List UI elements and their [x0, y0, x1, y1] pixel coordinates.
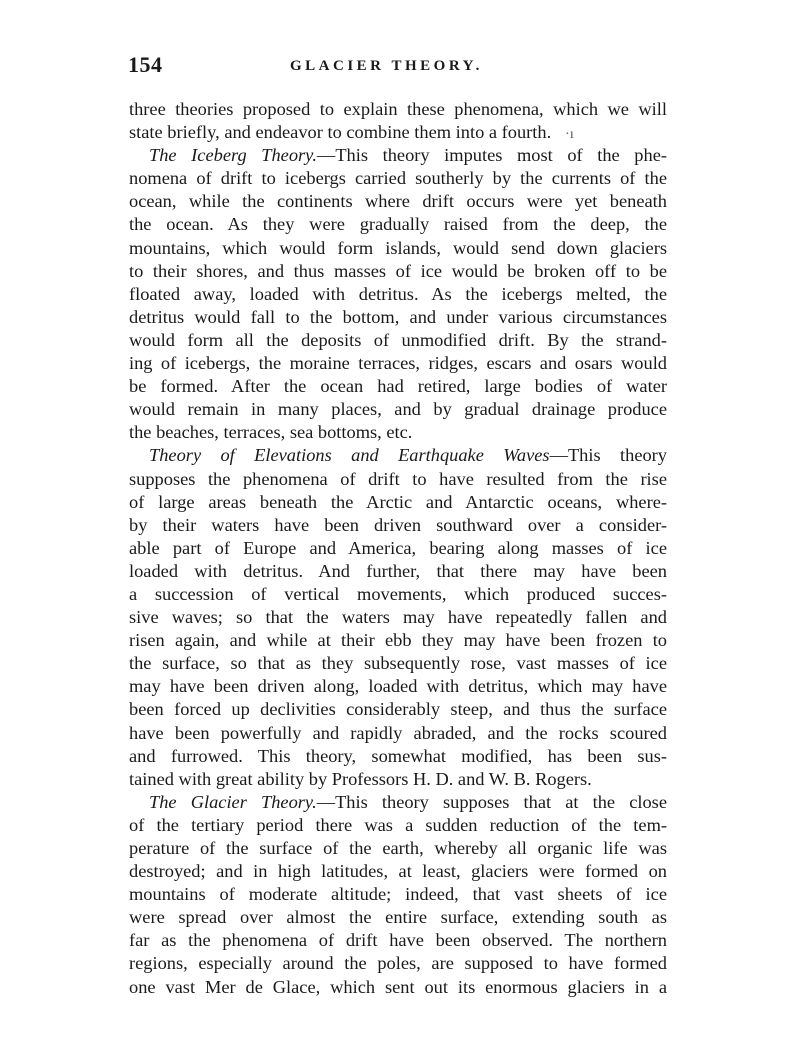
text-line [129, 745, 667, 768]
text-line [129, 814, 667, 837]
text-line [129, 952, 667, 975]
text-line [129, 860, 667, 883]
text-line [129, 190, 667, 213]
text-line [129, 421, 667, 444]
line-text: would remain in many places, and by gradual drainage produce [129, 399, 667, 420]
line-text: floated away, loaded with detritus. As the icebergs melted, the [129, 283, 667, 304]
text-line [129, 883, 667, 906]
page-number: 154 [128, 52, 163, 77]
line-text: of large areas beneath the Arctic and Antarctic oceans, where- [129, 491, 667, 512]
text-line [129, 837, 667, 860]
running-title: GLACIER THEORY. [290, 58, 483, 74]
line-text: —This theory supposes that at the close [316, 791, 667, 812]
line-text: destroyed; and in high latitudes, at least, glaciers were formed on [129, 861, 667, 882]
text-line [129, 468, 667, 491]
running-head [128, 52, 668, 82]
text-line [129, 329, 667, 352]
line-text: perature of the surface of the earth, whereby all organic life was [129, 838, 667, 858]
text-line [129, 583, 667, 606]
text-line [129, 260, 667, 283]
line-text: three theories proposed to explain these phenomena, which we will [129, 99, 667, 119]
text-line [129, 629, 667, 652]
text-line [129, 398, 667, 421]
line-text: been forced up declivities considerably steep, and thus the surface [129, 699, 667, 720]
italic-heading: Theory of Elevations and Earthquake Waves [149, 445, 550, 466]
line-text: —This theory [549, 445, 667, 466]
text-line [129, 906, 667, 929]
line-text: the ocean. As they were gradually raised from the deep, the [129, 214, 667, 235]
line-text: be formed. After the ocean had retired, large bodies of water [129, 376, 667, 397]
line-text: sive waves; so that the waters may have repeatedly fallen and [129, 607, 667, 628]
paragraph [129, 444, 667, 790]
text-line [129, 283, 667, 306]
line-text: a succession of vertical movements, which produced succes- [129, 583, 667, 604]
line-text: state briefly, and endeavor to combine them into a fourth. [129, 122, 552, 143]
body-text [129, 98, 667, 999]
stray-ink-mark: ·ı [565, 127, 574, 143]
line-text: by their waters have been driven southward over a consider- [129, 514, 667, 535]
line-text: risen again, and while at their ebb they may have been frozen to [129, 630, 667, 651]
text-line [129, 537, 667, 560]
text-line [129, 121, 667, 144]
text-line [129, 144, 667, 167]
line-text: the surface, so that as they subsequently rose, vast masses of ice [129, 653, 667, 674]
line-text: of the tertiary period there was a sudden reduction of the tem- [129, 814, 667, 835]
text-line [129, 213, 667, 236]
text-line [129, 306, 667, 329]
text-line [129, 375, 667, 398]
paragraph [129, 98, 667, 144]
line-text: detritus would fall to the bottom, and under various circumstances [129, 306, 667, 327]
text-line [129, 444, 667, 467]
line-text: have been powerfully and rapidly abraded, and the rocks scoured [129, 722, 667, 743]
line-text: one vast Mer de Glace, which sent out its enormous glaciers in a [129, 976, 667, 997]
line-text: loaded with detritus. And further, that there may have been [129, 560, 667, 581]
line-text: regions, especially around the poles, are supposed to have formed [129, 953, 667, 974]
text-line [129, 929, 667, 952]
text-line [129, 606, 667, 629]
text-line [129, 976, 667, 999]
line-text: —This theory imputes most of the phe- [316, 145, 667, 166]
text-line [129, 791, 667, 814]
text-line [129, 722, 667, 745]
text-line [129, 98, 667, 121]
text-line [129, 652, 667, 675]
text-line [129, 491, 667, 514]
text-line [129, 768, 667, 791]
line-text: tained with great ability by Professors H. D. and W. B. Rogers. [129, 768, 592, 789]
line-text: would form all the deposits of unmodified drift. By the strand- [129, 329, 667, 350]
line-text: nomena of drift to icebergs carried southerly by the currents of the [129, 168, 667, 189]
text-line [129, 514, 667, 537]
line-text: ocean, while the continents where drift occurs were yet beneath [129, 191, 667, 212]
text-line [129, 167, 667, 190]
text-line [129, 560, 667, 583]
line-text: ing of icebergs, the moraine terraces, ridges, escars and osars would [129, 353, 667, 374]
line-text: mountains, which would form islands, would send down glaciers [129, 237, 667, 258]
line-text: the beaches, terraces, sea bottoms, etc. [129, 422, 413, 443]
italic-heading: The Iceberg Theory. [149, 145, 317, 166]
paragraph [129, 144, 667, 444]
line-text: may have been driven along, loaded with detritus, which may have [129, 676, 667, 697]
line-text: to their shores, and thus masses of ice would be broken off to be [129, 260, 667, 281]
italic-heading: The Glacier Theory. [149, 791, 317, 812]
text-line [129, 237, 667, 260]
line-text: were spread over almost the entire surface, extending south as [129, 907, 667, 928]
text-line [129, 698, 667, 721]
text-line [129, 675, 667, 698]
line-text: supposes the phenomena of drift to have resulted from the rise [129, 468, 667, 489]
line-text: and furrowed. This theory, somewhat modified, has been sus- [129, 745, 667, 766]
text-line [129, 352, 667, 375]
line-text: mountains of moderate altitude; indeed, that vast sheets of ice [129, 884, 667, 905]
line-text: able part of Europe and America, bearing along masses of ice [129, 537, 667, 558]
line-text: far as the phenomena of drift have been observed. The northern [129, 930, 667, 951]
paragraph [129, 791, 667, 999]
